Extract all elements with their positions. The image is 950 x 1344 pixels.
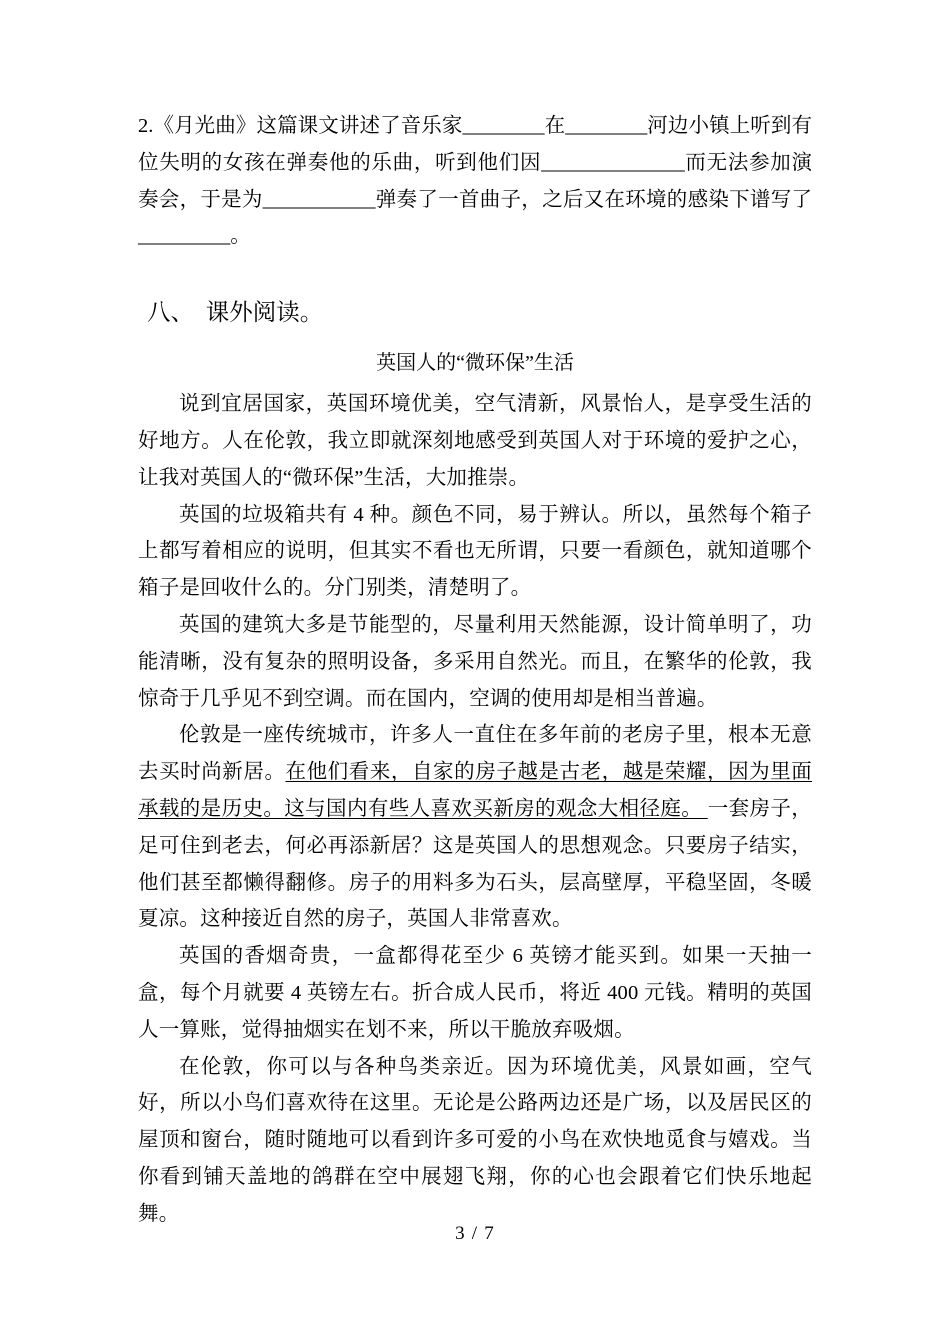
article-title: 英国人的“微环保”生活 [376, 352, 574, 375]
paragraph-4-tail-text: 一套房子，足可住到老去，何必再添新居？这是英国人的思想观念。只要房子结实，他们甚至都懒得翻修。房子的用料多为石头，层高壁厚，平稳坚固，冬暖夏凉。这种接近自然的房子，英国人非常喜欢。 [138, 797, 813, 931]
spacer [138, 331, 812, 346]
page-content [138, 108, 812, 1233]
article-paragraph-3: 英国的建筑大多是节能型的，尽量利用天然能源，设计简单明了，功能清晰，没有复杂的照明设备，多采用自然光。而且，在繁华的伦敦，我惊奇于几乎见不到空调。而在国内，空调的使用却是相当普遍。 [138, 613, 812, 710]
question-text-part-3: 河边小镇上听到有位失明的女孩在弹奏他的乐曲，听到他们因 [138, 115, 813, 174]
article-paragraph-1: 说到宜居国家，英国环境优美，空气清新，风景怡人，是享受生活的好地方。人在伦敦，我立即就深刻地感受到英国人对于环境的爱护之心，让我对英国人的“微环保”生活，大加推崇。 [138, 393, 812, 489]
question-text-part-6: 。 [230, 225, 251, 248]
paragraph-4-underlined-sentence: 在他们看来，自家的房子越是古老，越是荣耀，因为里面承载的是历史。这与国内有些人喜欢买新房的观念大相径庭。 [138, 761, 813, 820]
question-text-part-5: 弹奏了一首曲子，之后又在环境的感染下谱写了 [375, 188, 813, 211]
question-text-part-2: 在 [544, 115, 566, 137]
spacer [138, 255, 812, 295]
question-text-part-1: 2.《月光曲》这篇课文讲述了音乐家 [138, 115, 463, 137]
article-paragraph-6: 在伦敦，你可以与各种鸟类亲近。因为环境优美，风景如画，空气好，所以小鸟们喜欢待在这里。无论是公路两边还是广场，以及居民区的屋顶和窗台，随时随地可以看到许多可爱的小鸟在欢快地觅食与嬉戏。当你看到铺天盖地的鸽群在空中展翅飞翔，你的心也会跟着它们快乐地起舞。 [138, 1055, 812, 1225]
answer-blank-3[interactable]: ______________ [541, 151, 685, 174]
article-paragraph-2: 英国的垃圾箱共有 4 种。颜色不同，易于辨认。所以，虽然每个箱子上都写着相应的说明，但其实不看也无所谓，只要一看颜色，就知道哪个箱子是回收什么的。分门别类，清楚明了。 [138, 503, 812, 600]
answer-blank-4[interactable]: ___________ [262, 188, 376, 211]
question-item-2 [138, 108, 812, 255]
page-number-footer: 3 / 7 [455, 1223, 495, 1244]
article-paragraph-4 [138, 717, 812, 938]
paragraph-4-lead-text: 伦敦是一座传统城市，许多人一直住在多年前的老房子里，根本无意去买时尚新居。 [138, 724, 812, 784]
answer-blank-5[interactable]: _________ [138, 225, 231, 248]
answer-blank-1[interactable]: ________ [462, 115, 545, 137]
section-heading-eight: 八、 课外阅读。 [147, 300, 324, 327]
answer-blank-2[interactable]: ________ [565, 115, 648, 137]
article-paragraph-5: 英国的香烟奇贵，一盒都得花至少 6 英镑才能买到。如果一天抽一盒，每个月就要 4 英镑左右。折合成人民币，将近 400 元钱。精明的英国人一算账，觉得抽烟实在划不来，所以干脆放弃吸烟。 [138, 945, 812, 1041]
question-text-part-4: 而无法参加演奏会，于是为 [138, 151, 813, 211]
